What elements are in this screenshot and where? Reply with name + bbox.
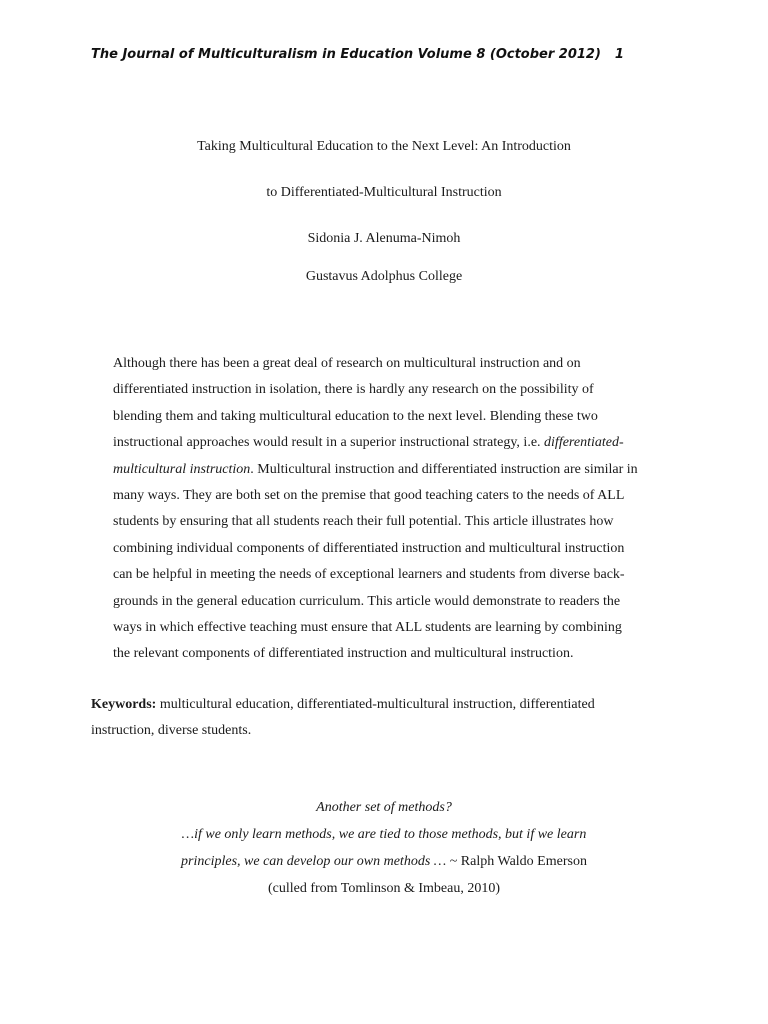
author-name: Sidonia J. Alenuma-Nimoh <box>307 231 461 246</box>
abstract-line: students by ensuring that all students reach their full potential. This article illustrates how <box>113 514 614 530</box>
epigraph-attribution: ~ Ralph Waldo Emerson <box>446 854 587 869</box>
abstract-line <box>113 430 683 456</box>
abstract-line: grounds in the general education curriculum. This article would demonstrate to readers the <box>113 593 621 609</box>
keywords-section <box>91 692 691 744</box>
epigraph-quote-text: …if we only learn methods, we are tied to those methods, but if we learn <box>181 827 587 842</box>
epigraph-quote-line-2 <box>0 854 768 870</box>
abstract-line <box>113 457 683 483</box>
abstract-emphasis: differentiated- <box>544 435 624 451</box>
abstract-text: . Multicultural instruction and differentiated instruction are similar in <box>250 461 638 477</box>
page-number: 1 <box>614 47 624 62</box>
abstract-line: the relevant components of differentiated instruction and multicultural instruction. <box>113 646 574 662</box>
keywords-label: Keywords: <box>91 697 157 712</box>
running-header <box>91 47 624 62</box>
title-line-1: Taking Multicultural Education to the Next Level: An Introduction <box>197 139 571 154</box>
abstract-line: many ways. They are both set on the premise that good teaching caters to the needs of ALL <box>113 488 625 504</box>
epigraph-question <box>0 800 768 816</box>
keywords-text: multicultural education, differentiated-multicultural instruction, differentiated <box>156 697 595 712</box>
keywords-line <box>91 692 691 718</box>
abstract-line: ways in which effective teaching must ensure that ALL students are learning by combining <box>113 620 622 636</box>
journal-citation: The Journal of Multiculturalism in Education Volume 8 (October 2012) <box>91 47 601 62</box>
epigraph-quote-line-1 <box>0 827 768 843</box>
epigraph-quote-text: principles, we can develop our own methods … <box>181 854 447 869</box>
abstract <box>113 351 683 668</box>
abstract-emphasis: multicultural instruction <box>113 461 251 477</box>
abstract-line: combining individual components of differentiated instruction and multicultural instruction <box>113 540 625 556</box>
epigraph-question-text: Another set of methods? <box>316 800 452 815</box>
keywords-line: instruction, diverse students. <box>91 723 252 738</box>
abstract-line: can be helpful in meeting the needs of exceptional learners and students from diverse back- <box>113 567 625 583</box>
epigraph-source: (culled from Tomlinson & Imbeau, 2010) <box>267 881 501 896</box>
abstract-line: blending them and taking multicultural education to the next level. Blending these two <box>113 408 598 424</box>
abstract-text: instructional approaches would result in a superior instructional strategy, i.e. <box>113 435 545 451</box>
title-line-2: to Differentiated-Multicultural Instruction <box>266 185 502 200</box>
abstract-line: Although there has been a great deal of research on multicultural instruction and on <box>113 356 581 371</box>
abstract-line: differentiated instruction in isolation, there is hardly any research on the possibility of <box>113 382 594 398</box>
author-affiliation: Gustavus Adolphus College <box>305 269 463 284</box>
